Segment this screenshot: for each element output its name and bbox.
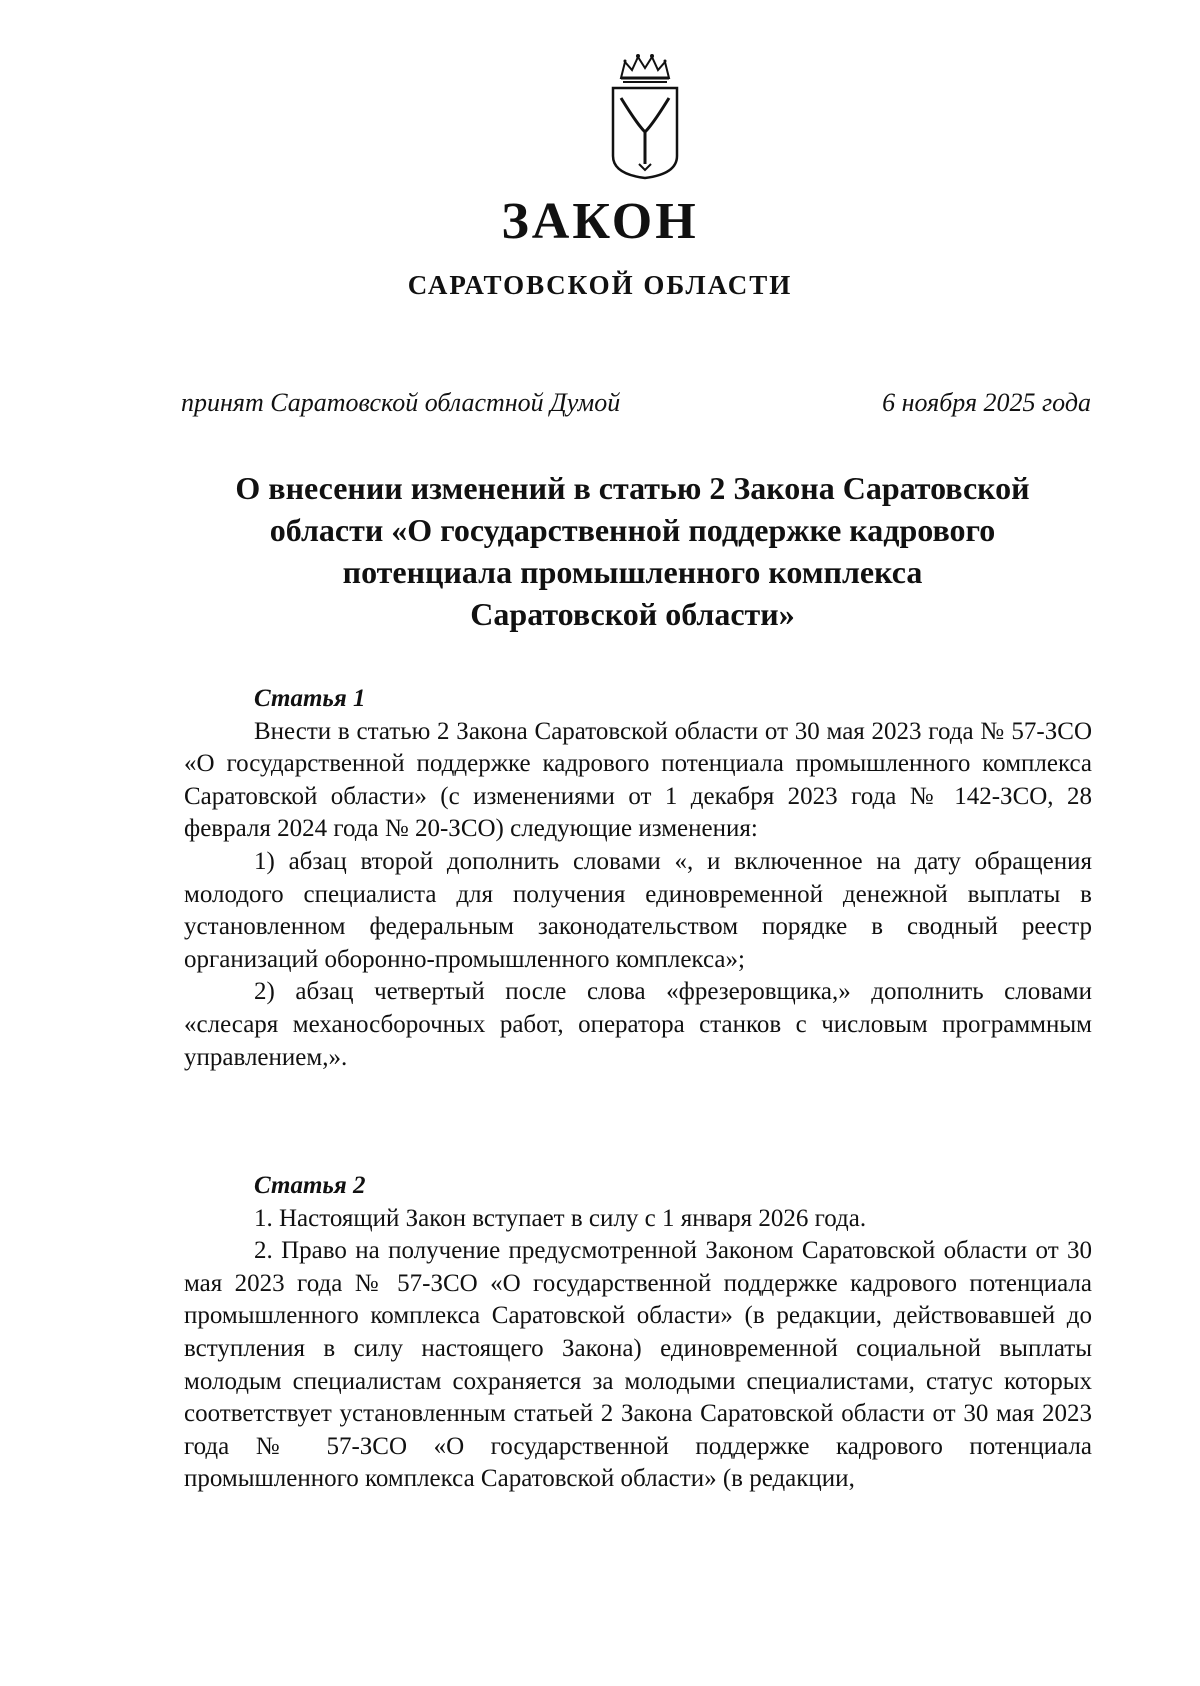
article-heading: Статья 1 bbox=[254, 685, 366, 712]
law-title: ЗАКОН bbox=[501, 193, 699, 250]
paragraph: 1) абзац второй дополнить словами «, и включенное на дату обращения молодого специалиста для получения единовременной денежной выплаты в установленном федеральным законодательством порядке в сводный реестр организаций оборонно-промышленного комплекса»; bbox=[184, 847, 1092, 973]
document-title bbox=[150, 467, 1115, 635]
adoption-line bbox=[181, 387, 1091, 418]
coat-of-arms-icon bbox=[607, 52, 683, 180]
article-1 bbox=[184, 683, 1092, 1074]
title-line: области «О государственной поддержке кадрового bbox=[269, 512, 996, 548]
paragraph: 1. Настоящий Закон вступает в силу с 1 января 2026 года. bbox=[254, 1204, 867, 1232]
adopted-by: принят Саратовской областной Думой bbox=[181, 388, 621, 417]
article-2 bbox=[184, 1170, 1092, 1496]
title-line: О внесении изменений в статью 2 Закона Саратовской bbox=[235, 470, 1030, 506]
law-region: САРАТОВСКОЙ ОБЛАСТИ bbox=[407, 270, 793, 300]
article-heading: Статья 2 bbox=[254, 1172, 366, 1199]
title-line: Саратовской области» bbox=[470, 596, 795, 632]
adoption-date: 6 ноября 2025 года bbox=[882, 388, 1091, 417]
paragraph: 2. Право на получение предусмотренной Законом Саратовской области от 30 мая 2023 года № 57-ЗСО «О государственной поддержке кадрового потенциала промышленного комплекса Саратовской области» (в редакции, действовавшей до вступления в силу настоящего Закона) единовременной социальной выплаты молодым специалистам сохраняется за молодыми специалистами, статус которых соответствует установленным статьей 2 Закона Саратовской области от 30 мая 2023 года № 57-ЗСО «О государственной поддержке кадрового потенциала промышленного комплекса Саратовской области» (в редакции, bbox=[184, 1237, 1092, 1493]
paragraph: 2) абзац четвертый после слова «фрезеровщика,» дополнить словами «слесаря механосборочных работ, оператора станков с числовым программным управлением,». bbox=[184, 978, 1092, 1071]
title-line: потенциала промышленного комплекса bbox=[342, 554, 923, 590]
paragraph: Внести в статью 2 Закона Саратовской области от 30 мая 2023 года № 57-ЗСО «О государственной поддержке кадрового потенциала промышленного комплекса Саратовской области» (с изменениями от 1 декабря 2023 года № 142-ЗСО, 28 февраля 2024 года № 20-ЗСО) следующие изменения: bbox=[184, 717, 1092, 843]
